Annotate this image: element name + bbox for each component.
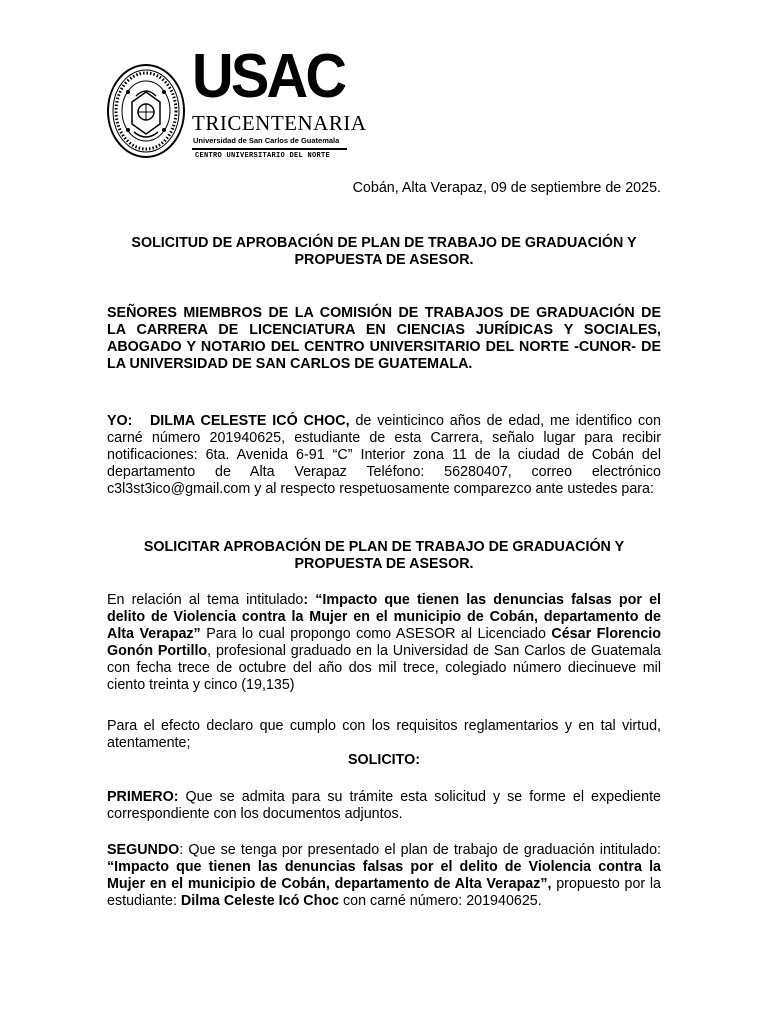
topic-paragraph <box>107 592 661 694</box>
segundo-text-3: con carné número: 201940625. <box>339 893 542 909</box>
topic-mid: Para lo cual propongo como ASESOR al Licenciado <box>200 626 552 642</box>
primero-label: PRIMERO: <box>107 789 179 805</box>
solicito-heading: SOLICITO: <box>347 752 420 768</box>
university-name: Universidad de San Carlos de Guatemala <box>193 136 340 145</box>
logo-subtitle: TRICENTENARIA <box>192 111 367 135</box>
applicant-name: DILMA CELESTE ICÓ CHOC, <box>149 413 350 429</box>
segundo-text-1: : Que se tenga por presentado el plan de trabajo de graduación intitulado: <box>179 842 661 858</box>
topic-tail: , profesional graduado en la Universidad de San Carlos de Guatemala con fecha trece de octubre del año dos mil trece, colegiado número diecinueve mil ciento treinta y cinco (19,135) <box>107 643 661 693</box>
document-title: SOLICITUD DE APROBACIÓN DE PLAN DE TRABAJO DE GRADUACIÓN Y PROPUESTA DE ASESOR. <box>131 235 637 268</box>
request-heading: SOLICITAR APROBACIÓN DE PLAN DE TRABAJO DE GRADUACIÓN Y PROPUESTA DE ASESOR. <box>143 539 625 572</box>
declaration-paragraph: Para el efecto declaro que cumplo con los requisitos reglamentarios y en tal virtud, atentamente; <box>107 718 661 751</box>
center-name: CENTRO UNIVERSITARIO DEL NORTE <box>195 152 331 160</box>
intro-label: YO: <box>107 413 133 429</box>
primero-text: Que se admita para su trámite esta solicitud y se forme el expediente correspondiente con los documentos adjuntos. <box>107 789 661 822</box>
university-seal-icon <box>106 62 186 160</box>
primero-paragraph <box>107 789 661 823</box>
usac-header-logo <box>106 42 367 165</box>
student-name: Dilma Celeste Icó Choc <box>180 893 340 909</box>
logo-divider <box>192 148 347 150</box>
date-line: Cobán, Alta Verapaz, 09 de septiembre de 2025. <box>352 180 661 196</box>
intro-text: de veinticinco años de edad, me identifico con carné número 201940625, estudiante de esta Carrera, señalo lugar para recibir notificaciones: 6ta. Avenida 6-91 “C” Interior zona 11 de la ciudad de Cobán del departamento de Alta Verapaz Teléfono: 56280407, correo electrónico c3l3st3ico@gmail.com y al respecto respetuosamente comparezco ante ustedes para: <box>107 413 661 497</box>
segundo-text-2: propuesto por la estudiante: <box>107 876 662 909</box>
segundo-paragraph <box>107 842 661 910</box>
advisor-name: César Florencio Gonón Portillo <box>107 626 661 659</box>
usac-logo-word: USAC <box>192 42 345 111</box>
segundo-topic: “Impacto que tienen las denuncias falsas por el delito de Violencia contra la Mujer en el municipio de Cobán, departamento de Alta Verapaz”, <box>107 859 661 892</box>
intro-paragraph <box>107 413 661 498</box>
addressee: SEÑORES MIEMBROS DE LA COMISIÓN DE TRABAJOS DE GRADUACIÓN DE LA CARRERA DE LICENCIATURA EN CIENCIAS JURÍDICAS Y SOCIALES, ABOGADO Y NOTARIO DEL CENTRO UNIVERSITARIO DEL NORTE -CUNOR- DE LA UNIVERSIDAD DE SAN CARLOS DE GUATEMALA. <box>107 305 661 372</box>
segundo-label: SEGUNDO <box>107 842 180 858</box>
topic-lead: En relación al tema intitulado <box>107 592 304 608</box>
topic-title: : “Impacto que tienen las denuncias falsas por el delito de Violencia contra la Mujer en el municipio de Cobán, departamento de Alta Verapaz” <box>107 592 661 642</box>
